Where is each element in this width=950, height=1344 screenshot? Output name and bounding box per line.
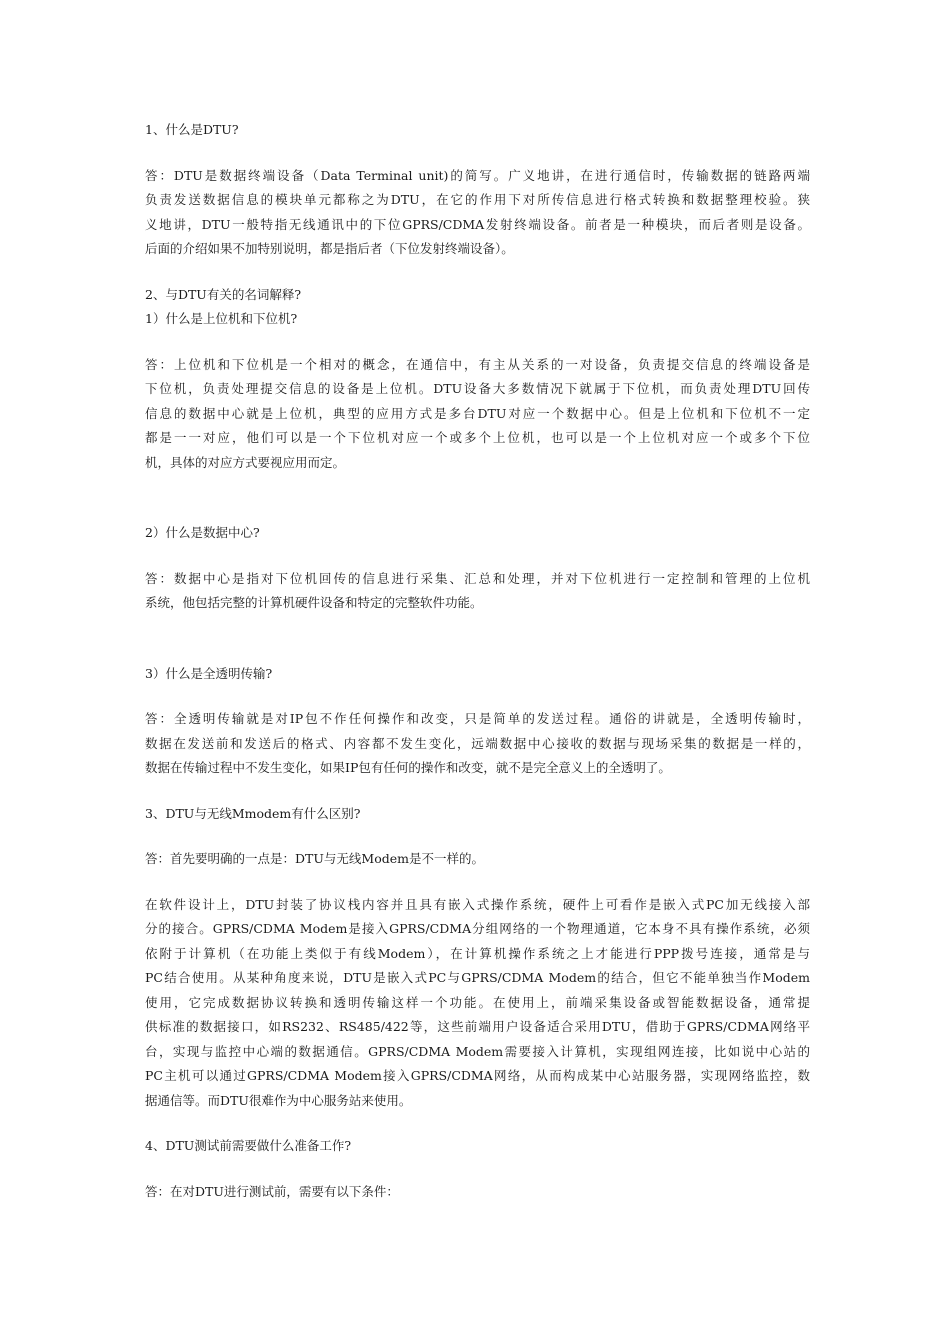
question-2-1-title: 1）什么是上位机和下位机?	[145, 311, 298, 326]
question-3-answer-intro: 答：首先要明确的一点是：DTU与无线Modem是不一样的。	[145, 851, 484, 866]
question-2-3-answer: 答：全透明传输就是对IP包不作任何操作和改变，只是简单的发送过程。通俗的讲就是，全透明传输时， 数据在发送前和发送后的格式、内容都不发生变化，远端数据中心接收的数据与现场采集的数据是一样的， 数据在传输过程中不发生变化，如果IP包有任何的操作和改变，就不是完全意义上的全透明了。	[145, 711, 810, 775]
question-3-title: 3、DTU与无线Mmodem有什么区别?	[145, 805, 361, 821]
question-1-title: 1、什么是DTU?	[145, 122, 239, 137]
question-4-answer: 答：在对DTU进行测试前，需要有以下条件：	[145, 1183, 399, 1199]
question-2-1-answer: 答：上位机和下位机是一个相对的概念，在通信中，有主从关系的一对设备，负责提交信息的终端设备是 下位机，负责处理提交信息的设备是上位机。DTU设备大多数情况下就属于下位机，而负责处理DTU回传 信息的数据中心就是上位机，典型的应用方式是多台DTU对应一个数据中心。但是上位机和下位机不一定 都是一一对应，他们可以是一个下位机对应一个或多个上位机，也可以是一个上位机对应一个或多个下位 机，具体的对应方式要视应用而定。	[145, 356, 810, 470]
question-4-title: 4、DTU测试前需要做什么准备工作?	[145, 1138, 352, 1153]
question-2-3-title: 3）什么是全透明传输?	[145, 665, 273, 681]
question-2-2-title: 2）什么是数据中心?	[145, 525, 260, 540]
question-1-answer: 答：DTU是数据终端设备（Data Terminal unit)的简写。广义地讲，在进行通信时，传输数据的链路两端 负责发送数据信息的模块单元都称之为DTU，在它的作用下对所传信息进行格式转换和数据整理校验。狭 义地讲，DTU一般特指无线通讯中的下位GPRS/CDMA发射终端设备。前者是一种模块，而后者则是设备。 后面的介绍如果不加特别说明，都是指后者（下位发射终端设备）。	[145, 167, 810, 256]
question-2-title: 2、与DTU有关的名词解释?	[145, 286, 302, 302]
document-page	[145, 118, 810, 1204]
question-3-answer: 在软件设计上，DTU封装了协议栈内容并且具有嵌入式操作系统，硬件上可看作是嵌入式PC加无线接入部 分的接合。GPRS/CDMA Modem是接入GPRS/CDMA分组网络的一个物理通道，它本身不具有操作系统，必须 依附于计算机（在功能上类似于有线Modem），在计算机操作系统之上才能进行PPP拨号连接，通常是与 PC结合使用。从某种角度来说，DTU是嵌入式PC与GPRS/CDMA Modem的结合，但它不能单独当作Modem 使用，它完成数据协议转换和透明传输这样一个功能。在使用上，前端采集设备或智能数据设备，通常提 供标准的数据接口，如RS232、RS485/422等，这些前端用户设备适合采用DTU，借助于GPRS/CDMA网络平 台，实现与监控中心端的数据通信。GPRS/CDMA Modem需要接入计算机，实现组网连接，比如说中心站的 PC主机可以通过GPRS/CDMA Modem接入GPRS/CDMA网络，从而构成某中心站服务器，实现网络监控，数 据通信等。而DTU很难作为中心服务站来使用。	[145, 896, 810, 1108]
question-2-2-answer: 答：数据中心是指对下位机回传的信息进行采集、汇总和处理，并对下位机进行一定控制和管理的上位机 系统，他包括完整的计算机硬件设备和特定的完整软件功能。	[145, 570, 810, 610]
